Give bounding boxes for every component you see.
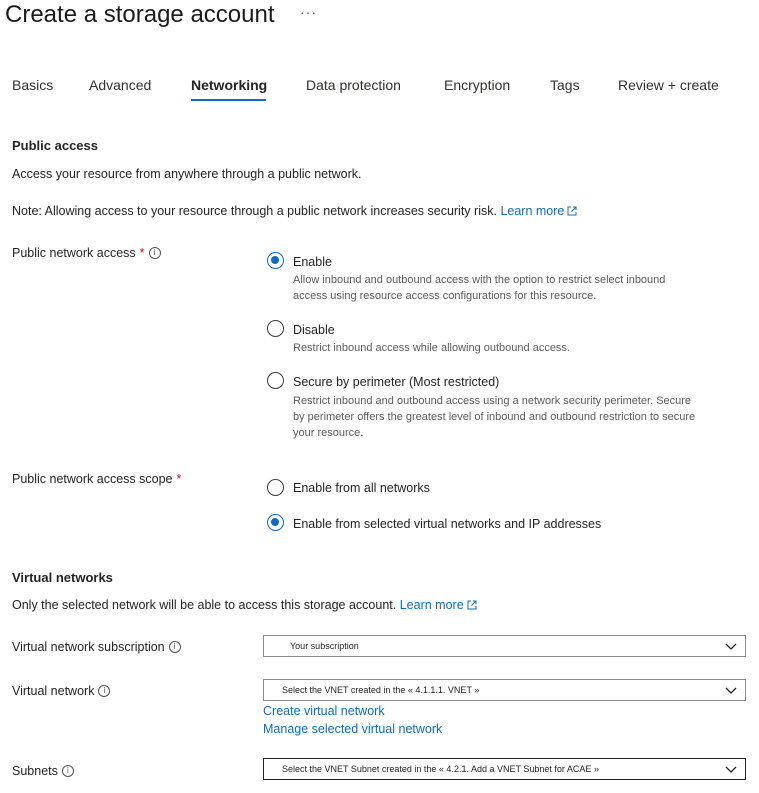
public-network-access-scope-label: Public network access scope * [12,472,182,486]
virtual-networks-heading: Virtual networks [12,570,113,585]
learn-more-link[interactable]: Learn more [500,204,577,218]
select-value: Select the VNET created in the « 4.1.1.1. VNET » [282,685,480,695]
required-marker: * [139,246,145,260]
virtual-network-select[interactable] [263,679,746,701]
security-note [12,204,577,218]
radio-enable[interactable] [267,252,284,269]
chevron-down-icon [725,641,737,651]
public-access-description: Access your resource from anywhere through a public network. [12,167,362,181]
chevron-down-icon [725,685,737,695]
virtual-network-label: Virtual network i [12,684,110,698]
create-virtual-network-link[interactable]: Create virtual network [263,704,385,718]
external-link-icon [467,600,477,610]
more-options-button[interactable]: ··· [300,4,317,20]
radio-disable[interactable] [267,320,284,337]
radio-disable-label[interactable]: Disable [293,323,335,337]
info-icon[interactable]: i [98,685,110,697]
select-value: Select the VNET Subnet created in the « 4.2.1. Add a VNET Subnet for ACAE » [282,764,599,774]
tab-tags[interactable]: Tags [550,77,580,93]
radio-enable-label[interactable]: Enable [293,255,332,269]
radio-secure-by-perimeter-description: Restrict inbound and outbound access using a network security perimeter. Secure by perimeter offers the greatest level of inbound and outbound restriction to secure your resource. [293,395,696,439]
virtual-network-subscription-select[interactable] [263,635,746,657]
public-network-access-label: Public network access * i [12,246,161,260]
radio-selected-networks[interactable] [267,514,284,531]
learn-more-link[interactable]: Learn more [400,598,477,612]
active-tab-indicator [191,99,266,101]
subnets-select[interactable] [263,758,746,780]
page-title: Create a storage account [5,1,275,28]
tab-basics[interactable]: Basics [12,77,54,93]
radio-all-networks-label[interactable]: Enable from all networks [293,481,430,495]
info-icon[interactable]: i [62,765,74,777]
external-link-icon [567,206,577,216]
radio-selected-networks-label[interactable]: Enable from selected virtual networks and IP addresses [293,517,602,531]
tab-advanced[interactable]: Advanced [89,77,152,93]
virtual-network-subscription-label: Virtual network subscription i [12,640,181,654]
info-icon[interactable]: i [149,247,161,259]
select-value: Your subscription [290,641,359,651]
required-marker: * [176,472,182,486]
security-note-text: Note: Allowing access to your resource through a public network increases security risk. [12,204,497,218]
info-icon[interactable]: i [169,641,181,653]
subnets-label: Subnets i [12,764,74,778]
public-access-heading: Public access [12,138,98,153]
chevron-down-icon [725,764,737,774]
manage-virtual-network-link[interactable]: Manage selected virtual network [263,722,443,736]
radio-secure-by-perimeter[interactable] [267,372,284,389]
radio-enable-description: Allow inbound and outbound access with the option to restrict select inbound access using resource access configurations for this resource. [293,274,666,302]
tab-review-create[interactable]: Review + create [618,77,719,93]
tab-encryption[interactable]: Encryption [444,77,511,93]
radio-secure-by-perimeter-label[interactable]: Secure by perimeter (Most restricted) [293,375,500,389]
virtual-networks-description: Only the selected network will be able to access this storage account. Learn more [12,598,477,612]
tab-networking[interactable]: Networking [191,77,268,93]
radio-disable-description: Restrict inbound access while allowing outbound access. [293,342,570,354]
radio-all-networks[interactable] [267,479,284,496]
tab-data-protection[interactable]: Data protection [306,77,401,93]
